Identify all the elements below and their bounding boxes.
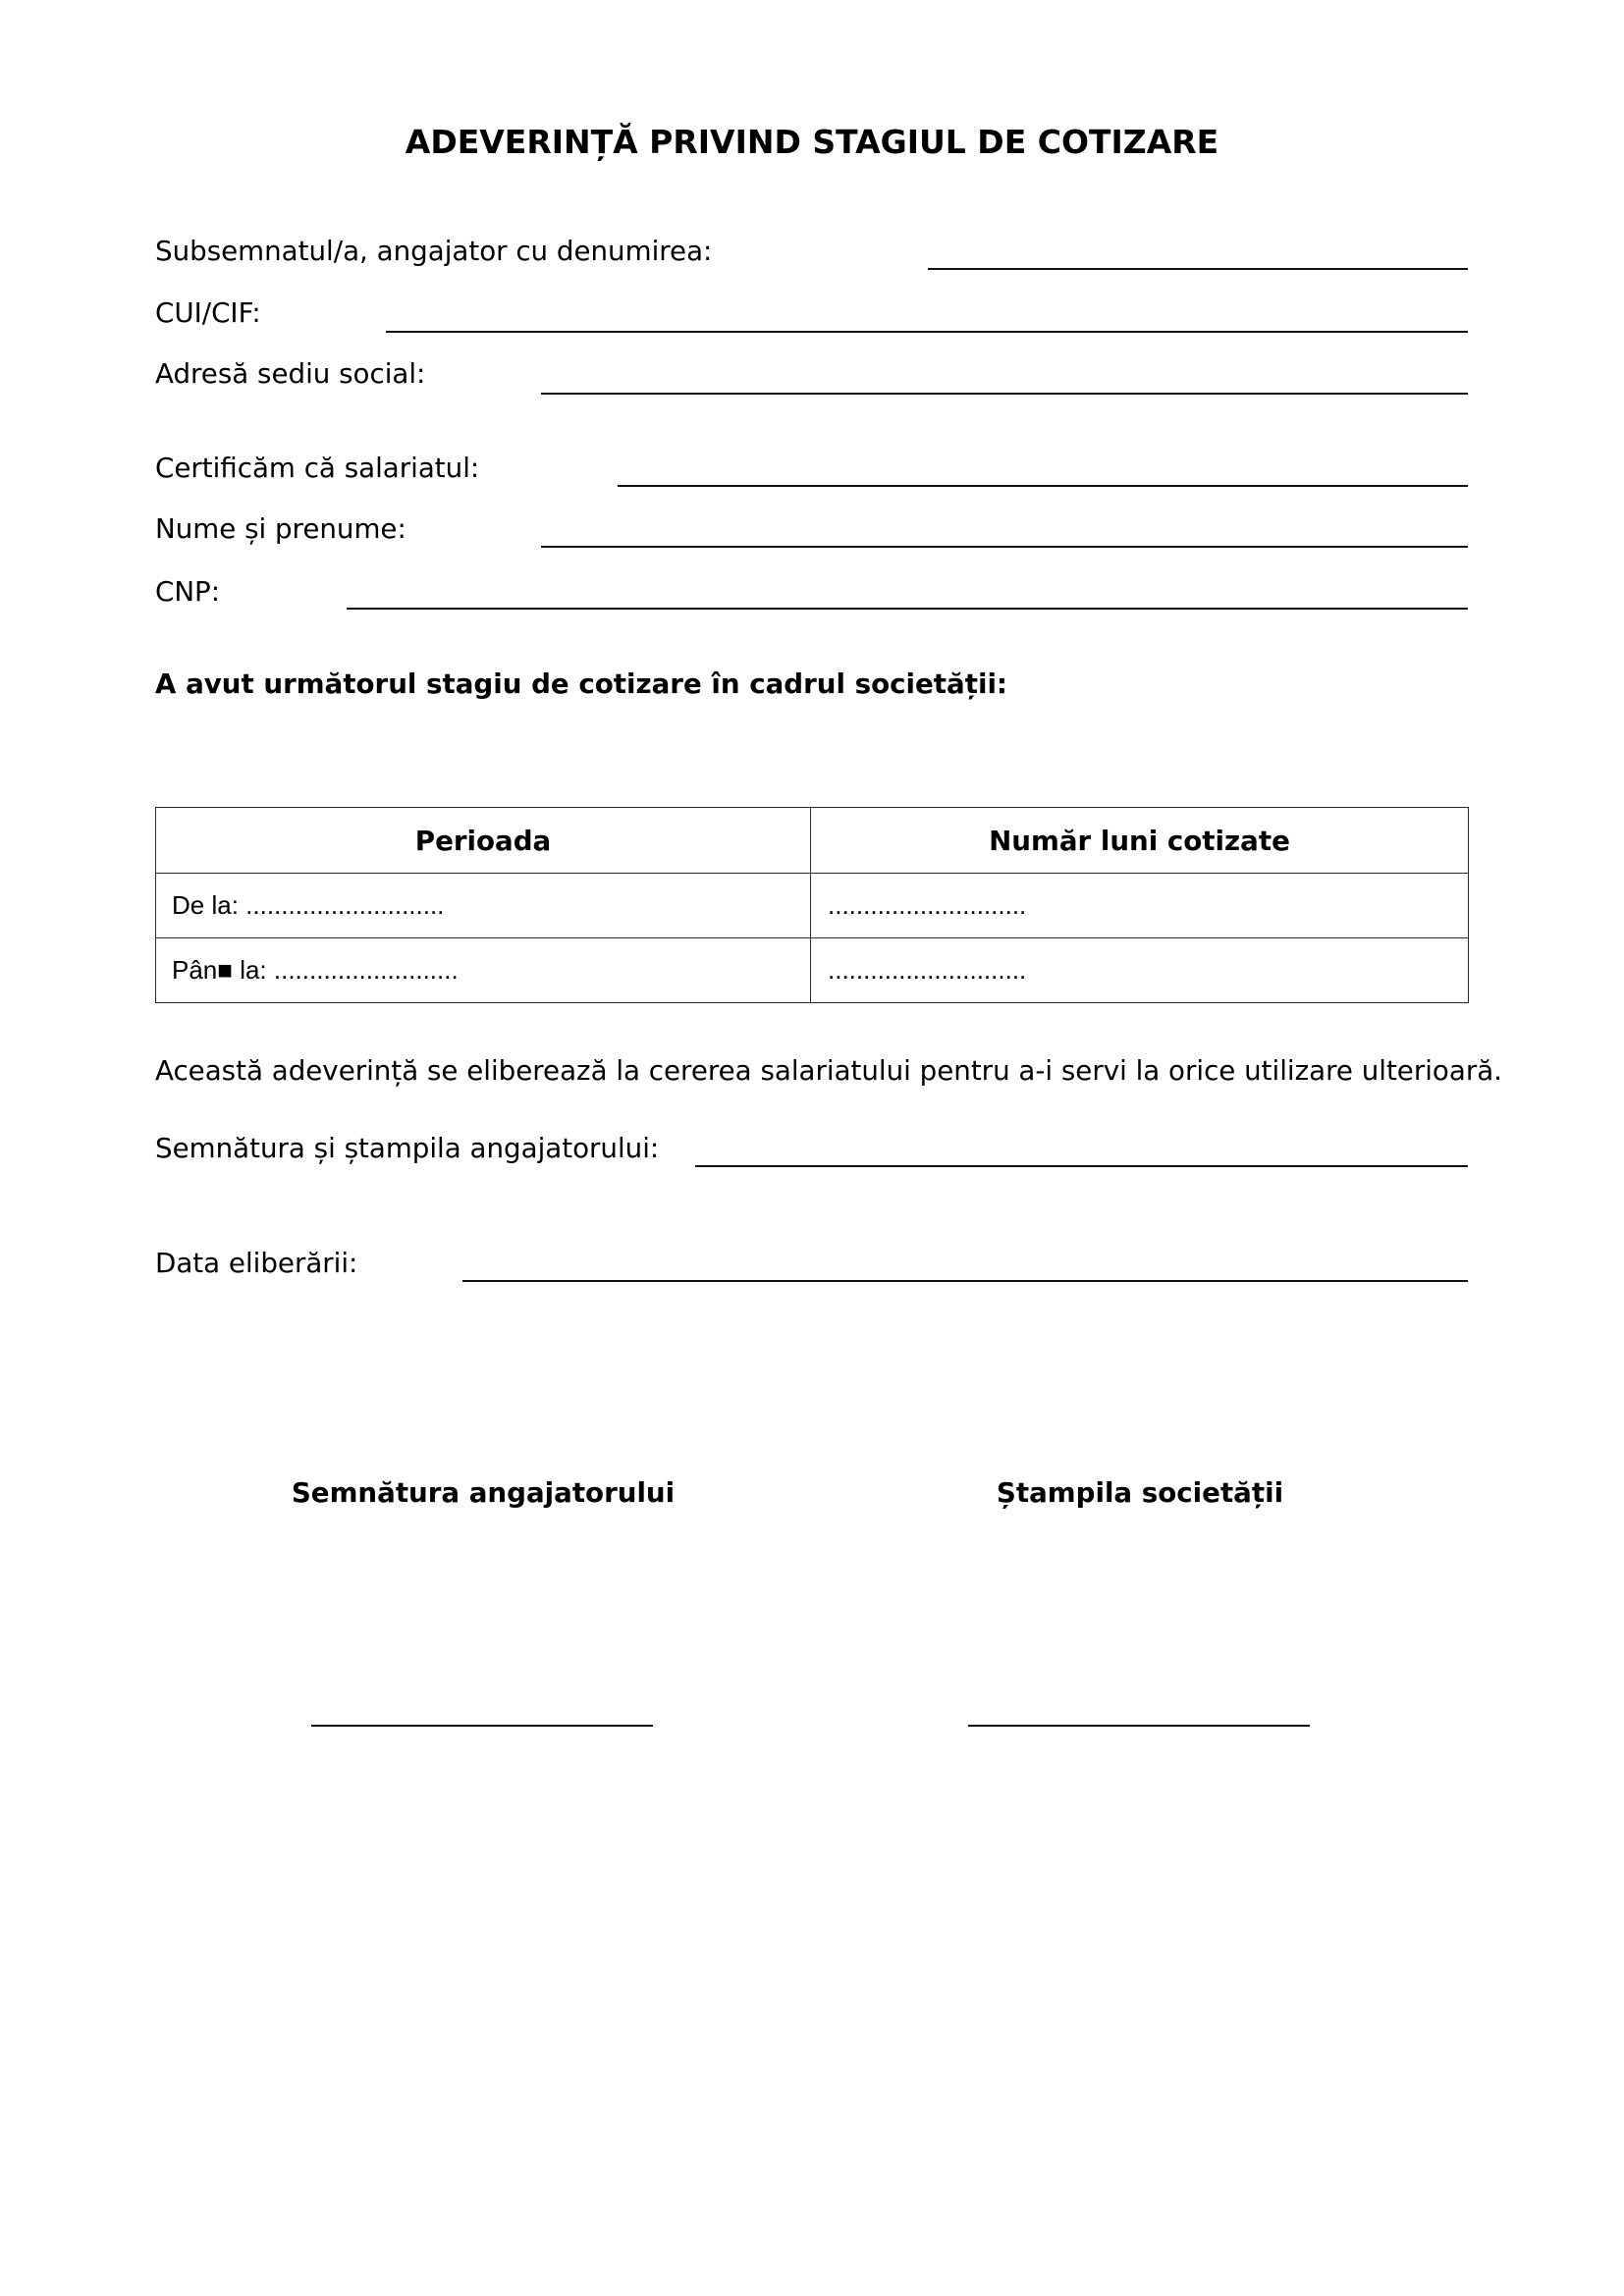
contribution-period-table bbox=[155, 807, 1469, 1003]
issue-date-line bbox=[462, 1280, 1468, 1282]
address-line bbox=[541, 393, 1468, 395]
cui-cif-line bbox=[386, 331, 1468, 333]
signature-stamp-label: Semnătura și ștampila angajatorului: bbox=[155, 1132, 660, 1164]
document-title: ADEVERINȚĂ PRIVIND STAGIUL DE COTIZARE bbox=[405, 123, 1219, 161]
employer-signature-heading: Semnătura angajatorului bbox=[291, 1476, 676, 1509]
table-header-months: Număr luni cotizate bbox=[811, 808, 1469, 874]
employer-name-line bbox=[928, 268, 1468, 270]
cnp-label: CNP: bbox=[155, 575, 221, 608]
table-header-period: Perioada bbox=[156, 808, 811, 874]
signature-stamp-line bbox=[695, 1165, 1468, 1167]
certify-employee-line bbox=[618, 485, 1468, 487]
statement-text: Această adeverință se eliberează la cererea salariatului pentru a-i servi la orice utilizare ulterioară. bbox=[155, 1054, 1502, 1087]
table-cell-period-from: De la: ............................ bbox=[156, 874, 811, 938]
table-cell-months-1: ............................ bbox=[811, 874, 1469, 938]
company-stamp-line bbox=[968, 1725, 1310, 1727]
employer-signature-line bbox=[311, 1725, 653, 1727]
company-stamp-heading: Ștampila societății bbox=[996, 1476, 1284, 1509]
employee-name-line bbox=[541, 546, 1468, 548]
employer-name-label: Subsemnatul/a, angajator cu denumirea: bbox=[155, 235, 713, 267]
cnp-line bbox=[347, 608, 1468, 610]
issue-date-label: Data eliberării: bbox=[155, 1247, 358, 1279]
table-cell-months-2: ............................ bbox=[811, 938, 1469, 1003]
employee-name-label: Nume și prenume: bbox=[155, 512, 406, 545]
section-heading: A avut următorul stagiu de cotizare în cadrul societății: bbox=[155, 667, 1008, 700]
table-row bbox=[156, 938, 1469, 1003]
address-label: Adresă sediu social: bbox=[155, 357, 426, 390]
table-row bbox=[156, 874, 1469, 938]
table-cell-period-to: Pân■ la: .......................... bbox=[156, 938, 811, 1003]
table-header-row bbox=[156, 808, 1469, 874]
cui-cif-label: CUI/CIF: bbox=[155, 296, 261, 329]
certify-employee-label: Certificăm că salariatul: bbox=[155, 452, 480, 484]
